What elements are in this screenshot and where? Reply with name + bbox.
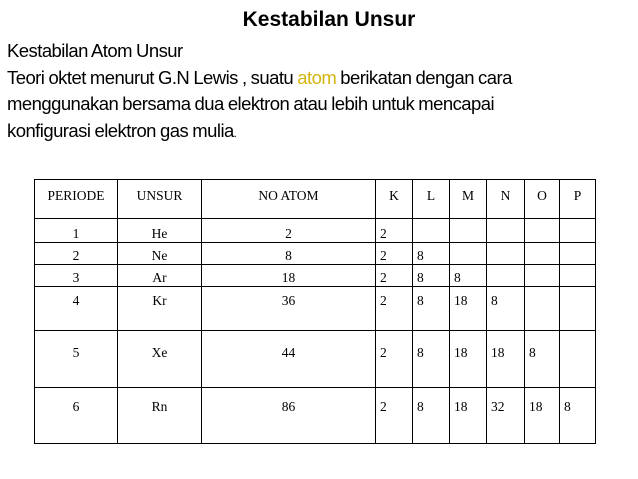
cell-unsur: Ar bbox=[118, 265, 202, 287]
table-row bbox=[35, 287, 596, 331]
cell-k: 2 bbox=[376, 331, 413, 388]
cell-l: 8 bbox=[413, 265, 450, 287]
cell-m: 18 bbox=[450, 388, 487, 444]
intro-line-3: menggunakan bersama dua elektron atau lebih untuk mencapai bbox=[7, 93, 495, 114]
cell-n bbox=[487, 243, 525, 265]
cell-periode: 6 bbox=[35, 388, 118, 444]
intro-line-4-dot: . bbox=[233, 127, 237, 140]
cell-no-atom: 2 bbox=[202, 219, 376, 243]
atom-link[interactable]: atom bbox=[297, 66, 337, 88]
header-periode: PERIODE bbox=[35, 180, 118, 219]
cell-no-atom: 86 bbox=[202, 388, 376, 444]
cell-unsur: Ne bbox=[118, 243, 202, 265]
header-l: L bbox=[413, 180, 450, 219]
cell-o: 18 bbox=[525, 388, 560, 444]
cell-no-atom: 44 bbox=[202, 331, 376, 388]
table-row bbox=[35, 331, 596, 388]
cell-periode: 3 bbox=[35, 265, 118, 287]
table-row bbox=[35, 265, 596, 287]
cell-n bbox=[487, 265, 525, 287]
cell-no-atom: 18 bbox=[202, 265, 376, 287]
header-p: P bbox=[560, 180, 596, 219]
cell-m bbox=[450, 243, 487, 265]
cell-k: 2 bbox=[376, 243, 413, 265]
cell-p: 8 bbox=[560, 388, 596, 444]
cell-m: 8 bbox=[450, 265, 487, 287]
cell-n bbox=[487, 219, 525, 243]
cell-l: 8 bbox=[413, 331, 450, 388]
cell-l: 8 bbox=[413, 388, 450, 444]
cell-p bbox=[560, 243, 596, 265]
intro-line-4 bbox=[7, 118, 632, 148]
cell-n: 8 bbox=[487, 287, 525, 331]
cell-no-atom: 8 bbox=[202, 243, 376, 265]
header-m: M bbox=[450, 180, 487, 219]
cell-unsur: Kr bbox=[118, 287, 202, 331]
cell-unsur: Xe bbox=[118, 331, 202, 388]
cell-o bbox=[525, 287, 560, 331]
cell-p bbox=[560, 331, 596, 388]
page-title: Kestabilan Unsur bbox=[242, 8, 416, 31]
table-row bbox=[35, 243, 596, 265]
header-k: K bbox=[376, 180, 413, 219]
cell-n: 18 bbox=[487, 331, 525, 388]
header-o: O bbox=[525, 180, 560, 219]
cell-k: 2 bbox=[376, 287, 413, 331]
cell-p bbox=[560, 287, 596, 331]
cell-periode: 4 bbox=[35, 287, 118, 331]
cell-l: 8 bbox=[413, 287, 450, 331]
cell-k: 2 bbox=[376, 388, 413, 444]
cell-k: 2 bbox=[376, 219, 413, 243]
cell-no-atom: 36 bbox=[202, 287, 376, 331]
header-unsur: UNSUR bbox=[118, 180, 202, 219]
intro-line-2-after: berikatan dengan cara bbox=[336, 66, 512, 88]
cell-periode: 5 bbox=[35, 331, 118, 388]
header-n: N bbox=[487, 180, 525, 219]
cell-unsur: Rn bbox=[118, 388, 202, 444]
cell-o bbox=[525, 265, 560, 287]
cell-k: 2 bbox=[376, 265, 413, 287]
table-row bbox=[35, 219, 596, 243]
noble-gas-table bbox=[34, 179, 596, 444]
intro-line-2 bbox=[7, 65, 632, 92]
cell-periode: 1 bbox=[35, 219, 118, 243]
cell-m: 18 bbox=[450, 331, 487, 388]
cell-n: 32 bbox=[487, 388, 525, 444]
intro-line-4-text: konfigurasi elektron gas mulia bbox=[7, 119, 234, 141]
table-header-row bbox=[35, 180, 596, 219]
cell-m bbox=[450, 219, 487, 243]
intro-line-2-before: Teori oktet menurut G.N Lewis , suatu bbox=[7, 66, 298, 88]
header-no-atom: NO ATOM bbox=[202, 180, 376, 219]
cell-o bbox=[525, 219, 560, 243]
cell-unsur: He bbox=[118, 219, 202, 243]
cell-m: 18 bbox=[450, 287, 487, 331]
cell-p bbox=[560, 265, 596, 287]
cell-periode: 2 bbox=[35, 243, 118, 265]
cell-o: 8 bbox=[525, 331, 560, 388]
cell-p bbox=[560, 219, 596, 243]
cell-o bbox=[525, 243, 560, 265]
intro-text bbox=[7, 38, 632, 147]
cell-l bbox=[413, 219, 450, 243]
table-row bbox=[35, 388, 596, 444]
intro-line-1: Kestabilan Atom Unsur bbox=[7, 40, 183, 61]
cell-l: 8 bbox=[413, 243, 450, 265]
